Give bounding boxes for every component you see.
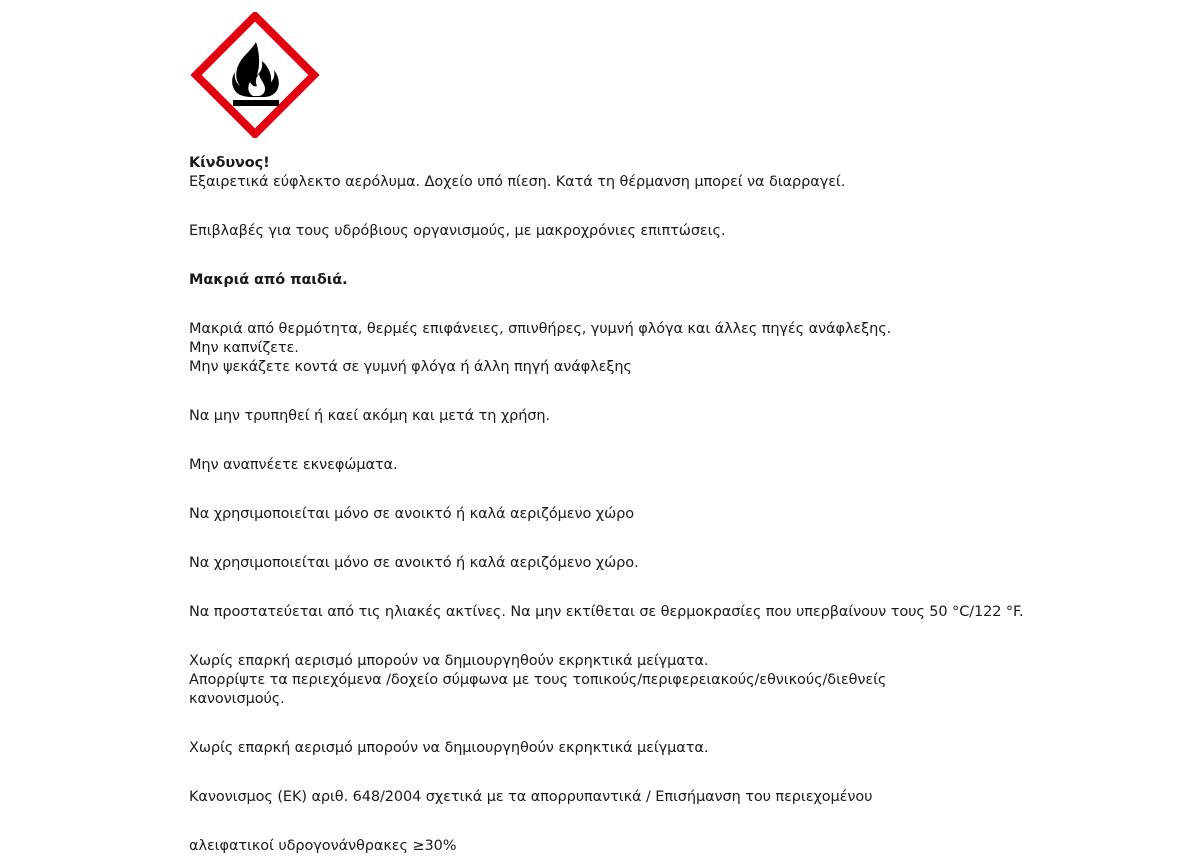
precautionary-statement: Μακριά από παιδιά.	[189, 272, 348, 288]
precautionary-statement: Να μην τρυπηθεί ή καεί ακόμη και μετά τη χρήση.	[189, 408, 551, 424]
flame-icon	[190, 12, 320, 138]
precautionary-statement: Χωρίς επαρκή αερισμό μπορούν να δημιουργηθούν εκρηκτικά μείγματα.	[189, 653, 709, 669]
precautionary-statement: Μην καπνίζετε.	[189, 340, 299, 356]
flammable-pictogram	[190, 12, 320, 138]
hazard-statement: Επιβλαβές για τους υδρόβιους οργανισμούς, με μακροχρόνιες επιπτώσεις.	[189, 223, 726, 239]
precautionary-statement: Χωρίς επαρκή αερισμό μπορούν να δημιουργηθούν εκρηκτικά μείγματα.	[189, 740, 709, 756]
hazard-statement: Εξαιρετικά εύφλεκτο αερόλυμα. Δοχείο υπό πίεση. Κατά τη θέρμανση μπορεί να διαρραγεί.	[189, 174, 846, 190]
precautionary-statement: Μην αναπνέετε εκνεφώματα.	[189, 457, 398, 473]
hazard-statements	[189, 154, 1149, 856]
precautionary-statement: Απορρίψτε τα περιεχόμενα /δοχείο σύμφωνα με τους τοπικούς/περιφερειακούς/εθνικούς/διεθνείς κανονισμούς.	[189, 672, 887, 707]
signal-word: Κίνδυνος!	[189, 155, 270, 171]
precautionary-statement: Να χρησιμοποιείται μόνο σε ανοικτό ή καλά αεριζόμενο χώρο.	[189, 555, 639, 571]
precautionary-statement: Να προστατεύεται από τις ηλιακές ακτίνες. Να μην εκτίθεται σε θερμοκρασίες που υπερβαίνουν τους 50 °C/122 °F.	[189, 604, 1024, 620]
labelling-statement: Κανονισμος (ΕΚ) αριθ. 648/2004 σχετικά με τα απορρυπαντικά / Επισήμανση του περιεχομένου	[189, 789, 873, 805]
precautionary-statement: Μην ψεκάζετε κοντά σε γυμνή φλόγα ή άλλη πηγή ανάφλεξης	[189, 359, 632, 375]
precautionary-statement: Μακριά από θερμότητα, θερμές επιφάνειες, σπινθήρες, γυμνή φλόγα και άλλες πηγές ανάφλεξης.	[189, 321, 892, 337]
ingredient-statement: αλειφατικοί υδρογονάνθρακες ≥30%	[189, 838, 457, 854]
precautionary-statement: Να χρησιμοποιείται μόνο σε ανοικτό ή καλά αεριζόμενο χώρο	[189, 506, 634, 522]
